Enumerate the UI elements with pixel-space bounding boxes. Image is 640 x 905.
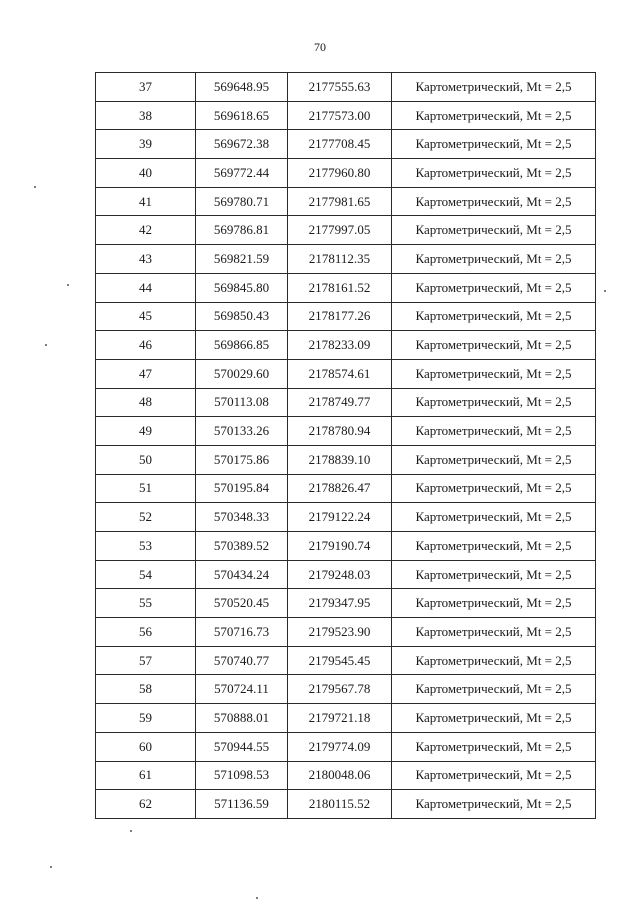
- x-coordinate-cell: 569672.38: [196, 130, 288, 159]
- x-coordinate-cell: 570195.84: [196, 474, 288, 503]
- y-coordinate-cell: 2179545.45: [288, 646, 392, 675]
- point-number-cell: 47: [96, 359, 196, 388]
- method-cell: Картометрический, Mt = 2,5: [392, 388, 596, 417]
- y-coordinate-cell: 2178177.26: [288, 302, 392, 331]
- method-cell: Картометрический, Mt = 2,5: [392, 790, 596, 819]
- point-number-cell: 38: [96, 101, 196, 130]
- table-row: [96, 732, 596, 761]
- point-number-cell: 48: [96, 388, 196, 417]
- scan-speck: [50, 866, 52, 868]
- y-coordinate-cell: 2177555.63: [288, 73, 392, 102]
- method-cell: Картометрический, Mt = 2,5: [392, 73, 596, 102]
- method-cell: Картометрический, Mt = 2,5: [392, 445, 596, 474]
- method-cell: Картометрический, Mt = 2,5: [392, 101, 596, 130]
- method-cell: Картометрический, Mt = 2,5: [392, 704, 596, 733]
- x-coordinate-cell: 569821.59: [196, 245, 288, 274]
- method-cell: Картометрический, Mt = 2,5: [392, 302, 596, 331]
- point-number-cell: 56: [96, 618, 196, 647]
- table-row: [96, 790, 596, 819]
- page-number: 70: [314, 40, 326, 54]
- x-coordinate-cell: 569866.85: [196, 331, 288, 360]
- x-coordinate-cell: 570434.24: [196, 560, 288, 589]
- table-row: [96, 245, 596, 274]
- method-cell: Картометрический, Mt = 2,5: [392, 216, 596, 245]
- y-coordinate-cell: 2178780.94: [288, 417, 392, 446]
- table-row: [96, 216, 596, 245]
- method-cell: Картометрический, Mt = 2,5: [392, 675, 596, 704]
- point-number-cell: 44: [96, 273, 196, 302]
- method-cell: Картометрический, Mt = 2,5: [392, 503, 596, 532]
- y-coordinate-cell: 2178112.35: [288, 245, 392, 274]
- x-coordinate-cell: 569648.95: [196, 73, 288, 102]
- point-number-cell: 61: [96, 761, 196, 790]
- table-row: [96, 704, 596, 733]
- table-row: [96, 675, 596, 704]
- scan-speck: [604, 290, 606, 292]
- method-cell: Картометрический, Mt = 2,5: [392, 474, 596, 503]
- y-coordinate-cell: 2177573.00: [288, 101, 392, 130]
- y-coordinate-cell: 2177960.80: [288, 159, 392, 188]
- x-coordinate-cell: 570740.77: [196, 646, 288, 675]
- table-row: [96, 159, 596, 188]
- point-number-cell: 59: [96, 704, 196, 733]
- x-coordinate-cell: 569780.71: [196, 187, 288, 216]
- y-coordinate-cell: 2178839.10: [288, 445, 392, 474]
- scan-speck: [45, 344, 47, 346]
- y-coordinate-cell: 2179523.90: [288, 618, 392, 647]
- y-coordinate-cell: 2178826.47: [288, 474, 392, 503]
- y-coordinate-cell: 2179248.03: [288, 560, 392, 589]
- x-coordinate-cell: 571136.59: [196, 790, 288, 819]
- x-coordinate-cell: 570888.01: [196, 704, 288, 733]
- y-coordinate-cell: 2177997.05: [288, 216, 392, 245]
- table-row: [96, 560, 596, 589]
- point-number-cell: 46: [96, 331, 196, 360]
- table-row: [96, 331, 596, 360]
- x-coordinate-cell: 569786.81: [196, 216, 288, 245]
- method-cell: Картометрический, Mt = 2,5: [392, 417, 596, 446]
- method-cell: Картометрический, Mt = 2,5: [392, 331, 596, 360]
- point-number-cell: 51: [96, 474, 196, 503]
- x-coordinate-cell: 569772.44: [196, 159, 288, 188]
- x-coordinate-cell: 570133.26: [196, 417, 288, 446]
- x-coordinate-cell: 570029.60: [196, 359, 288, 388]
- table-row: [96, 101, 596, 130]
- x-coordinate-cell: 571098.53: [196, 761, 288, 790]
- table-row: [96, 302, 596, 331]
- point-number-cell: 39: [96, 130, 196, 159]
- y-coordinate-cell: 2179122.24: [288, 503, 392, 532]
- scan-speck: [34, 186, 36, 188]
- point-number-cell: 52: [96, 503, 196, 532]
- method-cell: Картометрический, Mt = 2,5: [392, 618, 596, 647]
- method-cell: Картометрический, Mt = 2,5: [392, 245, 596, 274]
- point-number-cell: 40: [96, 159, 196, 188]
- table-row: [96, 646, 596, 675]
- method-cell: Картометрический, Mt = 2,5: [392, 187, 596, 216]
- method-cell: Картометрический, Mt = 2,5: [392, 532, 596, 561]
- method-cell: Картометрический, Mt = 2,5: [392, 732, 596, 761]
- point-number-cell: 58: [96, 675, 196, 704]
- point-number-cell: 49: [96, 417, 196, 446]
- y-coordinate-cell: 2178749.77: [288, 388, 392, 417]
- table-row: [96, 417, 596, 446]
- table-row: [96, 532, 596, 561]
- scan-speck: [67, 284, 69, 286]
- point-number-cell: 37: [96, 73, 196, 102]
- table-row: [96, 130, 596, 159]
- coordinates-table: [95, 72, 596, 819]
- table-row: [96, 474, 596, 503]
- point-number-cell: 45: [96, 302, 196, 331]
- point-number-cell: 53: [96, 532, 196, 561]
- x-coordinate-cell: 570520.45: [196, 589, 288, 618]
- y-coordinate-cell: 2178161.52: [288, 273, 392, 302]
- x-coordinate-cell: 570724.11: [196, 675, 288, 704]
- y-coordinate-cell: 2177708.45: [288, 130, 392, 159]
- y-coordinate-cell: 2180048.06: [288, 761, 392, 790]
- method-cell: Картометрический, Mt = 2,5: [392, 560, 596, 589]
- x-coordinate-cell: 569845.80: [196, 273, 288, 302]
- method-cell: Картометрический, Mt = 2,5: [392, 761, 596, 790]
- point-number-cell: 43: [96, 245, 196, 274]
- x-coordinate-cell: 570113.08: [196, 388, 288, 417]
- table-row: [96, 273, 596, 302]
- point-number-cell: 60: [96, 732, 196, 761]
- method-cell: Картометрический, Mt = 2,5: [392, 130, 596, 159]
- point-number-cell: 55: [96, 589, 196, 618]
- method-cell: Картометрический, Mt = 2,5: [392, 359, 596, 388]
- y-coordinate-cell: 2180115.52: [288, 790, 392, 819]
- x-coordinate-cell: 570716.73: [196, 618, 288, 647]
- point-number-cell: 54: [96, 560, 196, 589]
- y-coordinate-cell: 2179190.74: [288, 532, 392, 561]
- point-number-cell: 57: [96, 646, 196, 675]
- table-row: [96, 761, 596, 790]
- method-cell: Картометрический, Mt = 2,5: [392, 273, 596, 302]
- x-coordinate-cell: 570175.86: [196, 445, 288, 474]
- y-coordinate-cell: 2179567.78: [288, 675, 392, 704]
- x-coordinate-cell: 570389.52: [196, 532, 288, 561]
- table-row: [96, 187, 596, 216]
- coordinates-table-body: [96, 73, 596, 819]
- x-coordinate-cell: 570348.33: [196, 503, 288, 532]
- y-coordinate-cell: 2179721.18: [288, 704, 392, 733]
- table-row: [96, 445, 596, 474]
- table-row: [96, 503, 596, 532]
- point-number-cell: 42: [96, 216, 196, 245]
- x-coordinate-cell: 569618.65: [196, 101, 288, 130]
- point-number-cell: 62: [96, 790, 196, 819]
- method-cell: Картометрический, Mt = 2,5: [392, 159, 596, 188]
- y-coordinate-cell: 2178574.61: [288, 359, 392, 388]
- table-row: [96, 73, 596, 102]
- method-cell: Картометрический, Mt = 2,5: [392, 589, 596, 618]
- y-coordinate-cell: 2177981.65: [288, 187, 392, 216]
- scan-speck: [256, 897, 258, 899]
- table-row: [96, 589, 596, 618]
- y-coordinate-cell: 2178233.09: [288, 331, 392, 360]
- y-coordinate-cell: 2179774.09: [288, 732, 392, 761]
- y-coordinate-cell: 2179347.95: [288, 589, 392, 618]
- table-row: [96, 618, 596, 647]
- table-row: [96, 359, 596, 388]
- method-cell: Картометрический, Mt = 2,5: [392, 646, 596, 675]
- scan-speck: [130, 830, 132, 832]
- point-number-cell: 50: [96, 445, 196, 474]
- point-number-cell: 41: [96, 187, 196, 216]
- x-coordinate-cell: 570944.55: [196, 732, 288, 761]
- x-coordinate-cell: 569850.43: [196, 302, 288, 331]
- table-row: [96, 388, 596, 417]
